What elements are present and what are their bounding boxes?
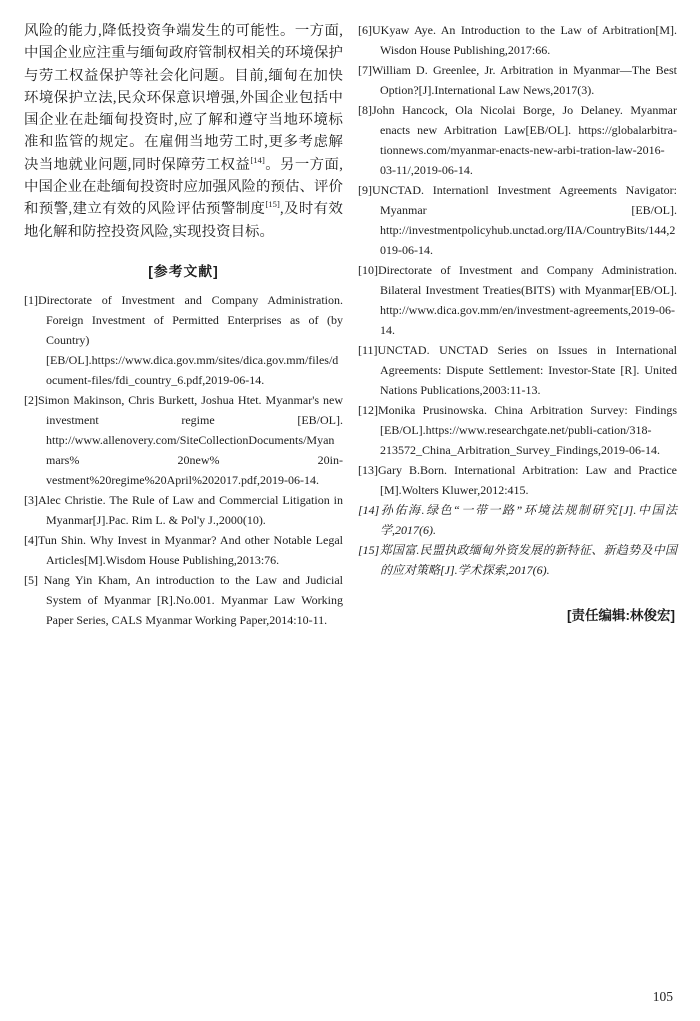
body-paragraph <box>24 20 343 243</box>
right-column <box>358 20 677 630</box>
reference-item-15: [15]郑国富.民盟执政缅甸外资发展的新特征、新趋势及中国的应对策略[J].学术探索,2017(6). <box>358 543 677 577</box>
left-column <box>24 20 343 630</box>
reference-item-4: [4]Tun Shin. Why Invest in Myanmar? And other Notable Legal Articles[M].Wisdom House Publishing,2013:76. <box>24 532 343 567</box>
references-heading: [参考文献] <box>148 263 219 279</box>
reference-item-12: [12]Monika Prusinowska. China Arbitration Survey: Findings [EB/OL].https://www.researchgate.net/publi-cation/318-213572_China_Arbitration_Survey_Findings,2019-06-14. <box>358 403 677 457</box>
reference-item-5: [5] Nang Yin Kham, An introduction to the Law and Judicial System of Myanmar [R].No.001. Myanmar Law Working Paper Series, CALS Myanmar Working Paper,2014:10-11. <box>24 572 343 627</box>
body-text-segment-1: 风险的能力,降低投资争端发生的可能性。一方面,中国企业应注重与缅甸政府管制权相关的环境保护与劳工权益保护等社会化问题。目前,缅甸在加快环境保护立法,民众环保意识增强,外国企业包括中国企业在赴缅甸投资时,应了解和遵守当地环境标准和监管的规定。在雇佣当地劳工时,更多考虑解决当地就业问题,同时保障劳工权益 <box>24 23 343 173</box>
citation-superscript-15: [15] <box>265 199 280 210</box>
reference-item-13: [13]Gary B.Born. International Arbitration: Law and Practice [M].Wolters Kluwer,2012:415. <box>358 463 677 497</box>
reference-item-8: [8]John Hancock, Ola Nicolai Borge, Jo Delaney. Myanmar enacts new Arbitration Law[EB/OL]. https://globalarbitra-tionnews.com/myanmar-enacts-new-arbi-tration-law-2016-03-11/,2019-06-14. <box>358 103 677 177</box>
reference-item-9: [9]UNCTAD. Internationl Investment Agreements Navigator: Myanmar [EB/OL]. http://investmentpolicyhub.unctad.org/IIA/CountryBits/144,2019-06-14. <box>358 183 677 257</box>
reference-item-11: [11]UNCTAD. UNCTAD Series on Issues in International Agreements: Dispute Settlement: Investor-State [R]. United Nations Publications,2003:11-13. <box>358 343 677 397</box>
body-text-segment-2: 。另一方面,中国企业在赴缅甸投资时应加强风险的预估、评价和预警,建立有效的风险评估预警制度 <box>24 156 343 218</box>
reference-item-2: [2]Simon Makinson, Chris Burkett, Joshua Htet. Myanmar's new investment regime [EB/OL]. http://www.allenovery.com/SiteCollectionDocuments/Myanmars% 20new% 20in-vestment%20regime%20April%202017.pdf,2019-06-14. <box>24 392 343 487</box>
reference-item-10: [10]Directorate of Investment and Company Administration. Bilateral Investment Treaties(BITS) with Myanmar[EB/OL]. http://www.dica.gov.mm/en/investment-agreements,2019-06-14. <box>358 263 677 337</box>
citation-superscript-14: [14] <box>250 154 265 165</box>
reference-item-3: [3]Alec Christie. The Rule of Law and Commercial Litigation in Myanmar[J].Pac. Rim L. & Pol'y J.,2000(10). <box>24 492 343 527</box>
reference-item-1: [1]Directorate of Investment and Company Administration. Foreign Investment of Permitted Enterprises as of (by Country)[EB/OL].https://www.dica.gov.mm/sites/dica.gov.mm/files/document-files/fdi_country_6.pdf,2019-06-14. <box>24 292 343 387</box>
page-number: 105 <box>652 989 673 1004</box>
reference-item-14: [14]孙佑海.绿色“一带一路”环境法规制研究[J].中国法学,2017(6). <box>358 503 677 537</box>
editor-note: [责任编辑:林俊宏] <box>567 608 675 623</box>
reference-item-7: [7]William D. Greenlee, Jr. Arbitration in Myanmar—The Best Option?[J].International Law News,2017(3). <box>358 63 677 97</box>
reference-item-6: [6]UKyaw Aye. An Introduction to the Law of Arbitration[M]. Wisdon House Publishing,2017:66. <box>358 23 677 57</box>
body-text-segment-3: ,及时有效地化解和防控投资风险,实现投资目标。 <box>24 201 343 240</box>
